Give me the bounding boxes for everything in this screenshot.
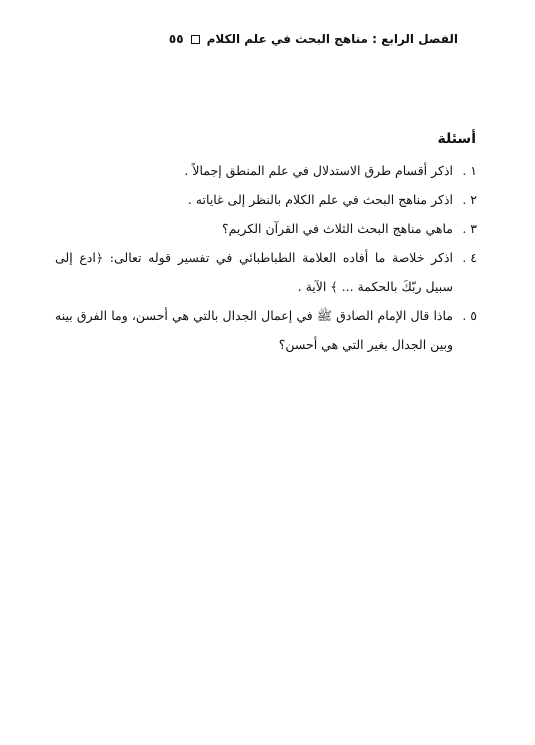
running-header (0, 30, 535, 48)
separator-square-icon (191, 35, 200, 44)
question-text: ماذا قال الإمام الصادق ﷺ في إعمال الجدال بالتي هي أحسن، وما الفرق بينه وبين الجدال بغير التي هي أحسن؟ (55, 308, 453, 352)
questions-list (55, 156, 477, 359)
question-text: ماهي مناهج البحث الثلاث في القرآن الكريم؟ (221, 221, 453, 236)
question-number: ٢ . (462, 192, 477, 207)
question-item (55, 214, 477, 243)
question-item (55, 185, 477, 214)
question-text: اذكر مناهج البحث في علم الكلام بالنظر إلى غاياته . (187, 192, 453, 207)
question-item (55, 243, 477, 301)
question-text: اذكر خلاصة ما أفاده العلامة الطباطبائي في تفسير قوله تعالى: ﴿ادع إلى سبيل ربّكَ بالحكمة ... ﴾ الآية . (55, 250, 453, 294)
page-number: ٥٥ (168, 32, 184, 46)
question-number: ٣ . (462, 221, 477, 236)
question-item (55, 301, 477, 359)
section-title: أسئلة (437, 131, 476, 147)
question-number: ١ . (462, 163, 477, 178)
question-item (55, 156, 477, 185)
question-text: اذكر أقسام طرق الاستدلال في علم المنطق إجمالاً . (184, 163, 453, 178)
question-number: ٥ . (462, 308, 477, 323)
question-number: ٤ . (462, 250, 477, 265)
chapter-title: الفصل الرابع : مناهج البحث في علم الكلام (206, 32, 458, 46)
